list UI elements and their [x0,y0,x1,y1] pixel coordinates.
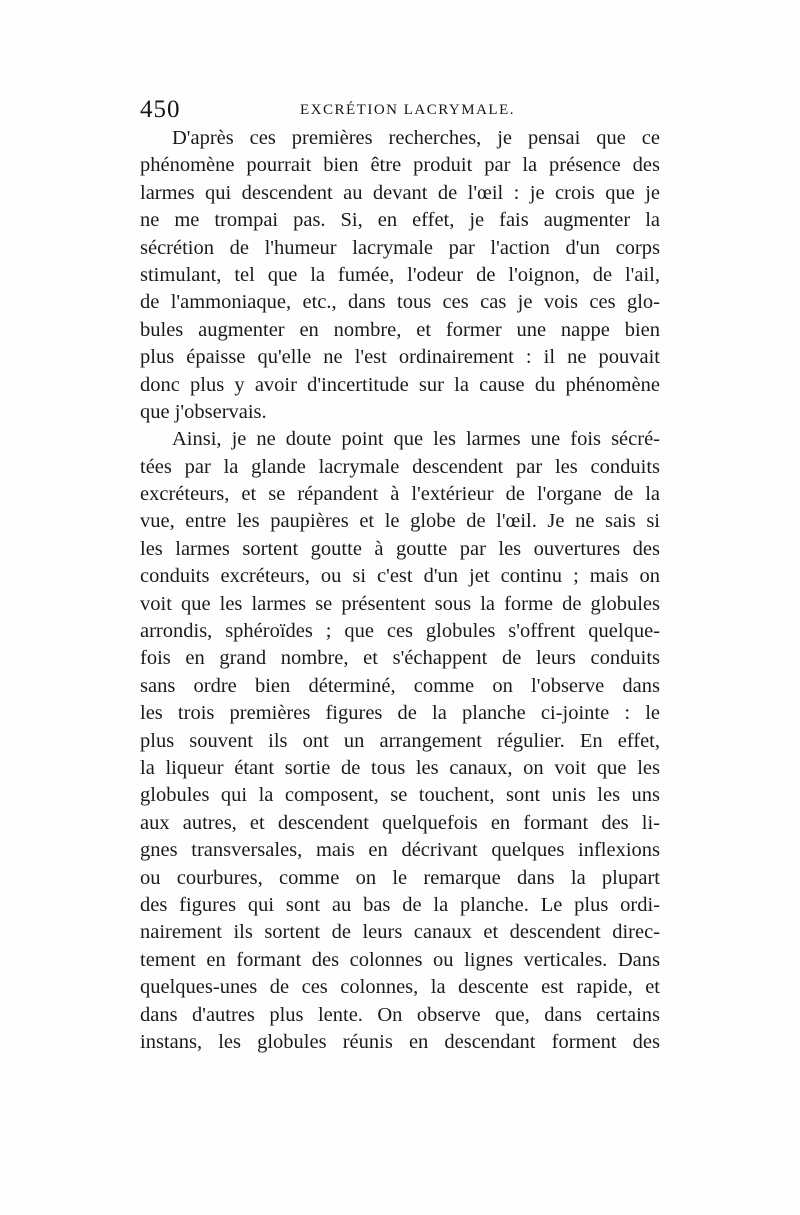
text-line: des figures qui sont au bas de la planche. Le plus ordi- [140,893,660,916]
paragraph-2 [140,426,660,1056]
text-line: ou courbures, comme on le remarque dans la plupart [140,866,660,889]
text-line: fois en grand nombre, et s'échappent de leurs conduits [140,647,660,670]
text-line: plus souvent ils ont un arrangement régulier. En effet, [140,729,660,752]
text-line: nairement ils sortent de leurs canaux et descendent direc- [140,921,660,944]
text-line: gnes transversales, mais en décrivant quelques inflexions [140,839,660,862]
text-line: vue, entre les paupières et le globe de l'œil. Je ne sais si [140,510,660,533]
text-line: donc plus y avoir d'incertitude sur la cause du phénomène [140,373,660,396]
text-line: sans ordre bien déterminé, comme on l'observe dans [140,674,660,697]
text-line: de l'ammoniaque, etc., dans tous ces cas je vois ces glo- [140,291,660,314]
text-line: Ainsi, je ne doute point que les larmes une fois sécré- [172,428,660,451]
text-line: excréteurs, et se répandent à l'extérieur de l'organe de la [140,483,660,506]
text-line: larmes qui descendent au devant de l'œil : je crois que je [140,181,660,204]
page-number: 450 [140,96,181,123]
running-title: EXCRÉTION LACRYMALE. [300,102,515,118]
text-line: dans d'autres plus lente. On observe que, dans certains [140,1003,660,1026]
text-line: D'après ces premières recherches, je pensai que ce [172,127,660,149]
text-line: sécrétion de l'humeur lacrymale par l'action d'un corps [140,236,660,259]
text-line: tement en formant des colonnes ou lignes verticales. Dans [140,948,660,971]
text-line: ne me trompai pas. Si, en effet, je fais augmenter la [140,209,660,232]
paragraph-1 [140,125,660,426]
body-text [140,125,660,1056]
text-line: stimulant, tel que la fumée, l'odeur de l'oignon, de l'ail, [140,263,660,286]
running-head [140,96,660,126]
text-line: tées par la glande lacrymale descendent par les conduits [140,455,660,478]
text-line: phénomène pourrait bien être produit par la présence des [140,154,660,177]
text-line: quelques-unes de ces colonnes, la descente est rapide, et [140,976,660,999]
text-line: plus épaisse qu'elle ne l'est ordinairement : il ne pouvait [140,346,660,369]
text-line: instans, les globules réunis en descendant forment des [140,1030,660,1053]
text-line: bules augmenter en nombre, et former une nappe bien [140,318,660,341]
text-line: les trois premières figures de la planche ci-jointe : le [140,702,660,725]
text-line: globules qui la composent, se touchent, sont unis les uns [140,784,660,807]
text-line: aux autres, et descendent quelquefois en formant des li- [140,811,660,834]
text-line: conduits excréteurs, ou si c'est d'un jet continu ; mais on [140,565,660,588]
text-line: la liqueur étant sortie de tous les canaux, on voit que les [140,756,660,779]
text-line: les larmes sortent goutte à goutte par les ouvertures des [140,537,660,560]
text-line: que j'observais. [140,400,267,423]
text-line: voit que les larmes se présentent sous la forme de globules [140,592,660,615]
text-line: arrondis, sphéroïdes ; que ces globules s'offrent quelque- [140,620,660,643]
